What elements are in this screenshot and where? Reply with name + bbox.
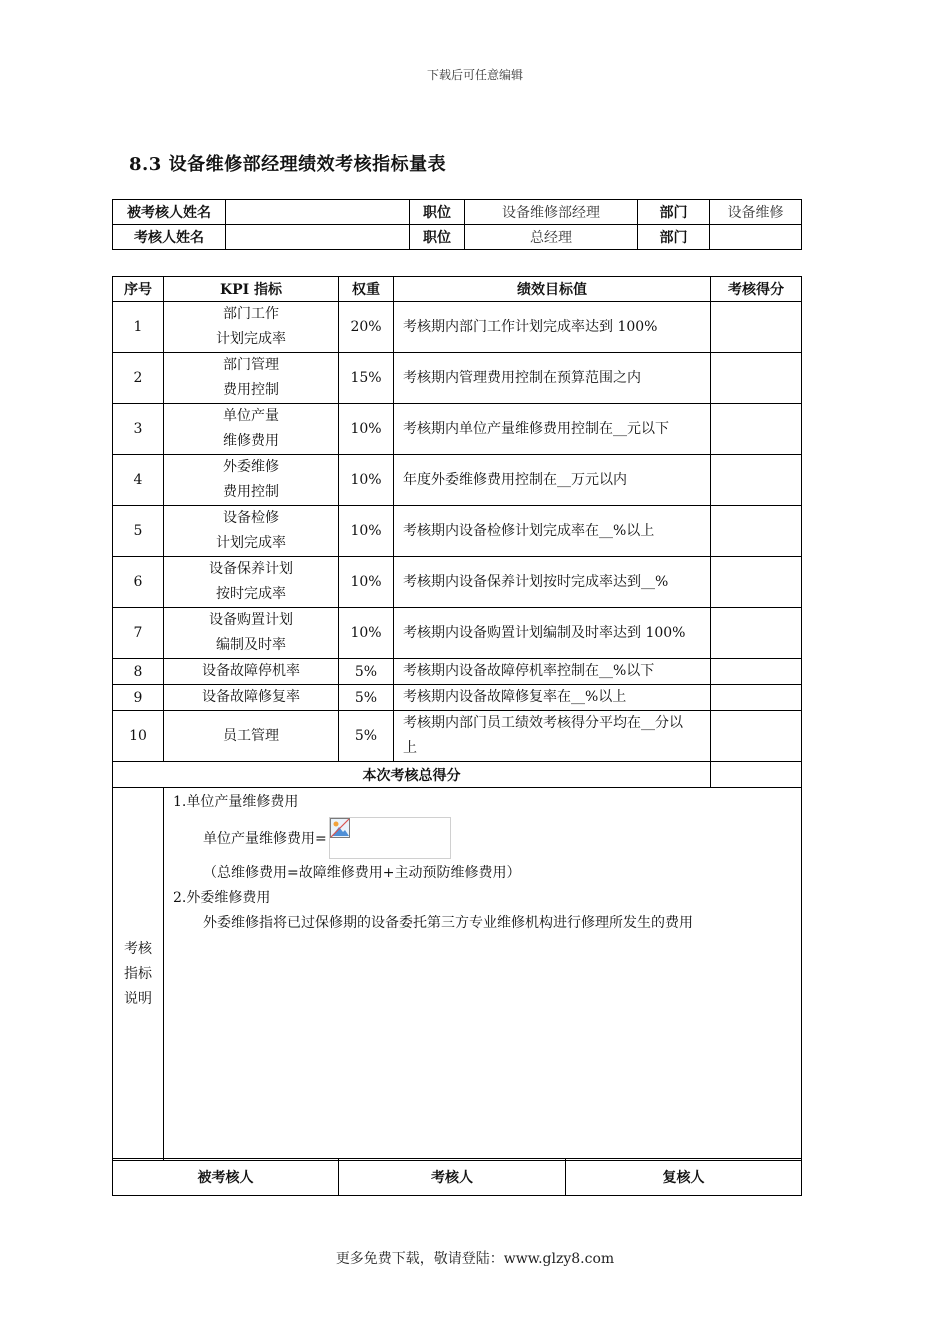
row-kpi — [164, 455, 339, 506]
row-target: 考核期内设备故障修复率在__%以上 — [394, 685, 711, 711]
reviewee-position-label: 职位 — [410, 200, 465, 225]
row-score-field[interactable] — [711, 711, 802, 762]
formula-image-placeholder — [329, 817, 451, 859]
header-no: 序号 — [113, 277, 164, 302]
formula-prefix: 单位产量维修费用= — [203, 831, 327, 847]
row-score-field[interactable] — [711, 404, 802, 455]
reviewee-name-label: 被考核人姓名 — [113, 200, 226, 225]
reviewer-dept-label: 部门 — [638, 225, 710, 250]
row-weight: 5% — [339, 711, 394, 762]
kpi-line-2: 费用控制 — [223, 382, 279, 398]
signature-row — [113, 1159, 802, 1196]
kpi-line-2: 维修费用 — [223, 433, 279, 449]
row-weight: 10% — [339, 557, 394, 608]
row-no: 1 — [113, 302, 164, 353]
row-score-field[interactable] — [711, 506, 802, 557]
row-kpi: 设备故障修复率 — [164, 685, 339, 711]
row-target: 考核期内设备检修计划完成率在__%以上 — [394, 506, 711, 557]
item2-title: 2.外委维修费用 — [173, 890, 271, 906]
kpi-line-1: 设备保养计划 — [209, 561, 293, 577]
kpi-table — [112, 276, 802, 1161]
row-weight: 5% — [339, 685, 394, 711]
reviewer-name-label: 考核人姓名 — [113, 225, 226, 250]
reviewee-dept-value: 设备维修 — [710, 200, 802, 225]
table-row — [113, 404, 802, 455]
row-no: 9 — [113, 685, 164, 711]
kpi-line-1: 单位产量 — [223, 408, 279, 424]
broken-image-icon — [330, 818, 350, 838]
reviewer-name-field[interactable] — [226, 225, 410, 250]
item1-title: 1.单位产量维修费用 — [173, 794, 299, 810]
row-target: 考核期内设备故障停机率控制在__%以下 — [394, 659, 711, 685]
reviewee-signature[interactable]: 被考核人 — [113, 1159, 339, 1196]
table-row — [113, 302, 802, 353]
kpi-line-1: 外委维修 — [223, 459, 279, 475]
row-score-field[interactable] — [711, 455, 802, 506]
row-kpi: 设备故障停机率 — [164, 659, 339, 685]
side-label-line-2: 指标 — [124, 965, 152, 982]
side-label-line-3: 说明 — [124, 990, 152, 1007]
row-score-field[interactable] — [711, 685, 802, 711]
row-score-field[interactable] — [711, 608, 802, 659]
row-target: 考核期内设备购置计划编制及时率达到 100% — [394, 608, 711, 659]
row-score-field[interactable] — [711, 353, 802, 404]
header-note: 下载后可任意编辑 — [426, 68, 523, 82]
table-row — [113, 455, 802, 506]
table-row — [113, 711, 802, 762]
item2-description: 外委维修指将已过保修期的设备委托第三方专业维修机构进行修理所发生的费用 — [203, 915, 693, 931]
row-no: 3 — [113, 404, 164, 455]
reviewee-name-field[interactable] — [226, 200, 410, 225]
total-score-row — [113, 762, 802, 788]
row-kpi — [164, 404, 339, 455]
row-no: 6 — [113, 557, 164, 608]
header-score: 考核得分 — [711, 277, 802, 302]
explanation-side-label — [113, 788, 164, 1161]
personnel-info-table — [112, 199, 802, 250]
reviewee-position-value: 设备维修部经理 — [465, 200, 638, 225]
reviewer-signature[interactable]: 考核人 — [339, 1159, 566, 1196]
kpi-line-1: 设备检修 — [223, 510, 279, 526]
row-weight: 10% — [339, 404, 394, 455]
row-weight: 15% — [339, 353, 394, 404]
reviewee-row — [113, 200, 802, 225]
row-score-field[interactable] — [711, 557, 802, 608]
table-row — [113, 685, 802, 711]
signature-table — [112, 1158, 802, 1196]
row-weight: 10% — [339, 506, 394, 557]
row-weight: 10% — [339, 455, 394, 506]
row-no: 10 — [113, 711, 164, 762]
reviewer-position-label: 职位 — [410, 225, 465, 250]
explanation-body — [164, 788, 802, 1161]
row-no: 7 — [113, 608, 164, 659]
row-target: 考核期内管理费用控制在预算范围之内 — [394, 353, 711, 404]
row-weight: 10% — [339, 608, 394, 659]
side-label-line-1: 考核 — [124, 940, 152, 957]
row-kpi — [164, 302, 339, 353]
kpi-line-2: 费用控制 — [223, 484, 279, 500]
reviewer-dept-value[interactable] — [710, 225, 802, 250]
kpi-line-2: 计划完成率 — [216, 331, 286, 347]
row-target — [394, 711, 711, 762]
item1-formula — [173, 815, 792, 861]
row-kpi — [164, 608, 339, 659]
row-weight: 20% — [339, 302, 394, 353]
re-reviewer-signature[interactable]: 复核人 — [566, 1159, 802, 1196]
row-kpi: 员工管理 — [164, 711, 339, 762]
footer-note: 更多免费下载，敬请登陆：www.glzy8.com — [335, 1251, 615, 1267]
total-score-label: 本次考核总得分 — [113, 762, 711, 788]
kpi-line-2: 按时完成率 — [216, 586, 286, 602]
row-kpi — [164, 353, 339, 404]
kpi-line-1: 部门管理 — [223, 357, 279, 373]
row-kpi — [164, 506, 339, 557]
row-kpi — [164, 557, 339, 608]
kpi-line-2: 计划完成率 — [216, 535, 286, 551]
row-target: 年度外委维修费用控制在__万元以内 — [394, 455, 711, 506]
table-row — [113, 506, 802, 557]
table-row — [113, 353, 802, 404]
target-line-1: 考核期内部门员工绩效考核得分平均在__分以 — [403, 715, 683, 731]
target-line-2: 上 — [403, 740, 417, 756]
row-target: 考核期内部门工作计划完成率达到 100% — [394, 302, 711, 353]
row-no: 2 — [113, 353, 164, 404]
row-no: 4 — [113, 455, 164, 506]
row-target: 考核期内单位产量维修费用控制在__元以下 — [394, 404, 711, 455]
kpi-line-2: 编制及时率 — [216, 637, 286, 653]
header-kpi: KPI 指标 — [164, 277, 339, 302]
reviewee-dept-label: 部门 — [638, 200, 710, 225]
table-row — [113, 608, 802, 659]
row-weight: 5% — [339, 659, 394, 685]
table-row — [113, 659, 802, 685]
reviewer-position-value: 总经理 — [465, 225, 638, 250]
kpi-header-row — [113, 277, 802, 302]
page-title: 8.3 设备维修部经理绩效考核指标量表 — [129, 154, 447, 175]
row-no: 5 — [113, 506, 164, 557]
row-score-field[interactable] — [711, 302, 802, 353]
item1-note: （总维修费用=故障维修费用+主动预防维修费用） — [203, 865, 521, 881]
kpi-line-1: 部门工作 — [223, 306, 279, 322]
reviewer-row — [113, 225, 802, 250]
row-score-field[interactable] — [711, 659, 802, 685]
header-target: 绩效目标值 — [394, 277, 711, 302]
explanation-row — [113, 788, 802, 1161]
total-score-field[interactable] — [711, 762, 802, 788]
row-target: 考核期内设备保养计划按时完成率达到__% — [394, 557, 711, 608]
kpi-line-1: 设备购置计划 — [209, 612, 293, 628]
table-row — [113, 557, 802, 608]
header-weight: 权重 — [339, 277, 394, 302]
row-no: 8 — [113, 659, 164, 685]
